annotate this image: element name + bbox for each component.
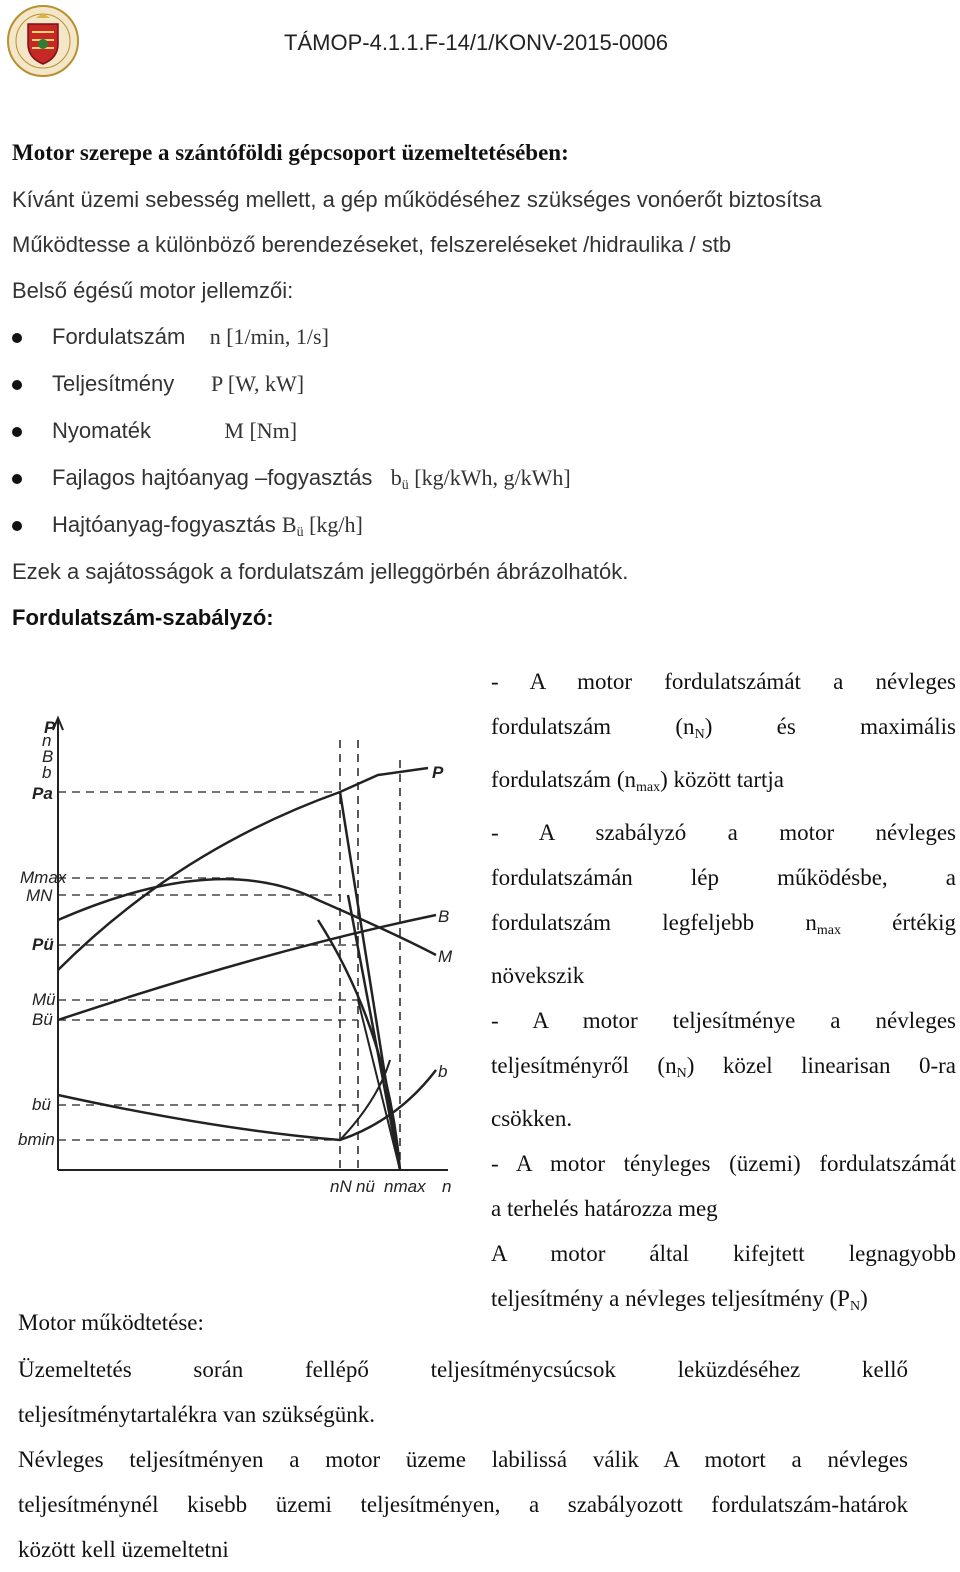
para-line: fordulatszám $(n_N)$ és maximális xyxy=(491,714,956,742)
x-label-nn: nN xyxy=(330,1177,352,1196)
y-label-bmin: bmin xyxy=(18,1130,55,1149)
bullet-dot xyxy=(12,474,22,484)
bullet-item xyxy=(52,512,363,541)
text-line: Kívánt üzemi sebesség mellett, a gép működéséhez szükséges vonóerőt biztosítsa xyxy=(12,187,822,212)
curve-label-b-cap: B xyxy=(438,907,450,926)
power-curve xyxy=(58,768,428,970)
project-code: TÁMOP-4.1.1.F-14/1/KONV-2015-0006 xyxy=(284,30,668,55)
y-label-pa: Pa xyxy=(32,784,53,803)
bullet-value: n [1/min, 1/s] xyxy=(209,324,329,349)
x-label-nmax: nmax xyxy=(384,1177,426,1196)
y-label-b-cap: B xyxy=(42,747,54,766)
curve-label-b: b xyxy=(438,1062,448,1081)
y-label-p: P xyxy=(44,718,56,737)
section-title-speed-governor: Fordulatszám-szabályzó: xyxy=(12,605,274,630)
para-line: csökken. xyxy=(491,1106,573,1131)
bullet-item xyxy=(52,371,304,397)
para-line: teljesítménytartalékra van szükségünk. xyxy=(18,1402,376,1427)
bullet-unit: [kg/kWh, g/kWh] xyxy=(414,465,571,490)
para-line: - A motor tényleges (üzemi) fordulatszámát xyxy=(491,1151,956,1176)
y-label-n: n xyxy=(42,731,52,750)
bullet-unit: [kg/h] xyxy=(309,512,363,537)
bullet-symbol: b xyxy=(390,465,402,490)
y-label-mn: MN xyxy=(26,886,53,905)
bullet-label: Fordulatszám xyxy=(52,324,186,349)
y-label-bu: bü xyxy=(32,1095,51,1114)
para-line: teljesítményről $(n_N)$ közel linearisan 0-ra xyxy=(491,1053,956,1081)
para-line: A motor által kifejtett legnagyobb xyxy=(491,1241,956,1266)
x-label-nu: nü xyxy=(356,1177,375,1196)
bullet-label: Hajtóanyag-fogyasztás xyxy=(52,512,276,537)
text-line: Ezek a sajátosságok a fordulatszám jelleggörbén ábrázolhatók. xyxy=(12,559,629,584)
university-logo xyxy=(6,4,80,78)
para-line: - A szabályzó a motor névleges xyxy=(491,820,956,845)
engine-characteristic-diagram xyxy=(18,700,458,1205)
para-line: - A motor fordulatszámát a névleges xyxy=(491,669,956,694)
bullet-item xyxy=(52,324,329,350)
y-label-bu-cap: Bü xyxy=(32,1010,53,1029)
bullet-item xyxy=(52,418,297,444)
y-label-mmax: Mmax xyxy=(20,868,67,887)
governor-line-m xyxy=(348,895,400,1170)
bullet-dot xyxy=(12,333,22,343)
section-title-motor-role: Motor szerepe a szántóföldi gépcsoport üzemeltetésében: xyxy=(12,140,569,165)
governor-line-p xyxy=(340,792,400,1170)
x-label-n: n xyxy=(442,1177,452,1196)
para-line: fordulatszámán lép működésbe, a xyxy=(491,865,956,890)
bullet-item xyxy=(52,465,571,494)
y-label-pu: Pü xyxy=(32,935,54,954)
para-line: Névleges teljesítményen a motor üzeme labilissá válik A motort a névleges xyxy=(18,1447,908,1472)
governor-description xyxy=(491,659,956,1329)
para-line: fordulatszám $(n_{max})$ között tartja xyxy=(491,767,784,795)
bullet-dot xyxy=(12,380,22,390)
bullet-symbol-sub: ü xyxy=(401,478,409,493)
para-line: a terhelés határozza meg xyxy=(491,1196,718,1221)
bullet-dot xyxy=(12,521,22,531)
text-line: Belső égésű motor jellemzői: xyxy=(12,278,294,303)
y-label-b: b xyxy=(42,763,52,782)
section-title-motor-operation: Motor működtetése: xyxy=(18,1310,204,1335)
bullet-dot xyxy=(12,427,22,437)
para-line: fordulatszám legfeljebb $n_{max}$ értékig xyxy=(491,910,956,938)
para-line: - A motor teljesítménye a névleges xyxy=(491,1008,956,1033)
para-line: között kell üzemeltetni xyxy=(18,1537,229,1562)
bullet-label: Teljesítmény xyxy=(52,371,175,396)
y-label-mu: Mü xyxy=(32,990,56,1009)
para-line: teljesítménynél kisebb üzemi teljesítményen, a szabályozott fordulatszám-határok xyxy=(18,1492,908,1517)
curve-label-m: M xyxy=(438,947,453,966)
operation-text xyxy=(18,1347,908,1572)
bullet-symbol-sub: ü xyxy=(296,525,304,540)
para-line: teljesítmény a névleges teljesítmény $(P_N)$ xyxy=(491,1286,868,1314)
bullet-value: P [W, kW] xyxy=(210,371,305,396)
para-line: növekszik xyxy=(491,963,585,988)
fuel-consumption-curve xyxy=(58,915,436,1020)
bullet-label: Nyomaték xyxy=(52,418,152,443)
text-line: Működtesse a különböző berendezéseket, felszereléseket /hidraulika / stb xyxy=(12,232,732,257)
curve-label-p: P xyxy=(432,763,444,782)
bullet-value: M [Nm] xyxy=(224,418,298,443)
bullet-symbol: B xyxy=(281,512,297,537)
para-line: Üzemeltetés során fellépő teljesítménycsúcsok leküzdéséhez kellő xyxy=(18,1357,908,1382)
bullet-label: Fajlagos hajtóanyag –fogyasztás xyxy=(52,465,373,490)
